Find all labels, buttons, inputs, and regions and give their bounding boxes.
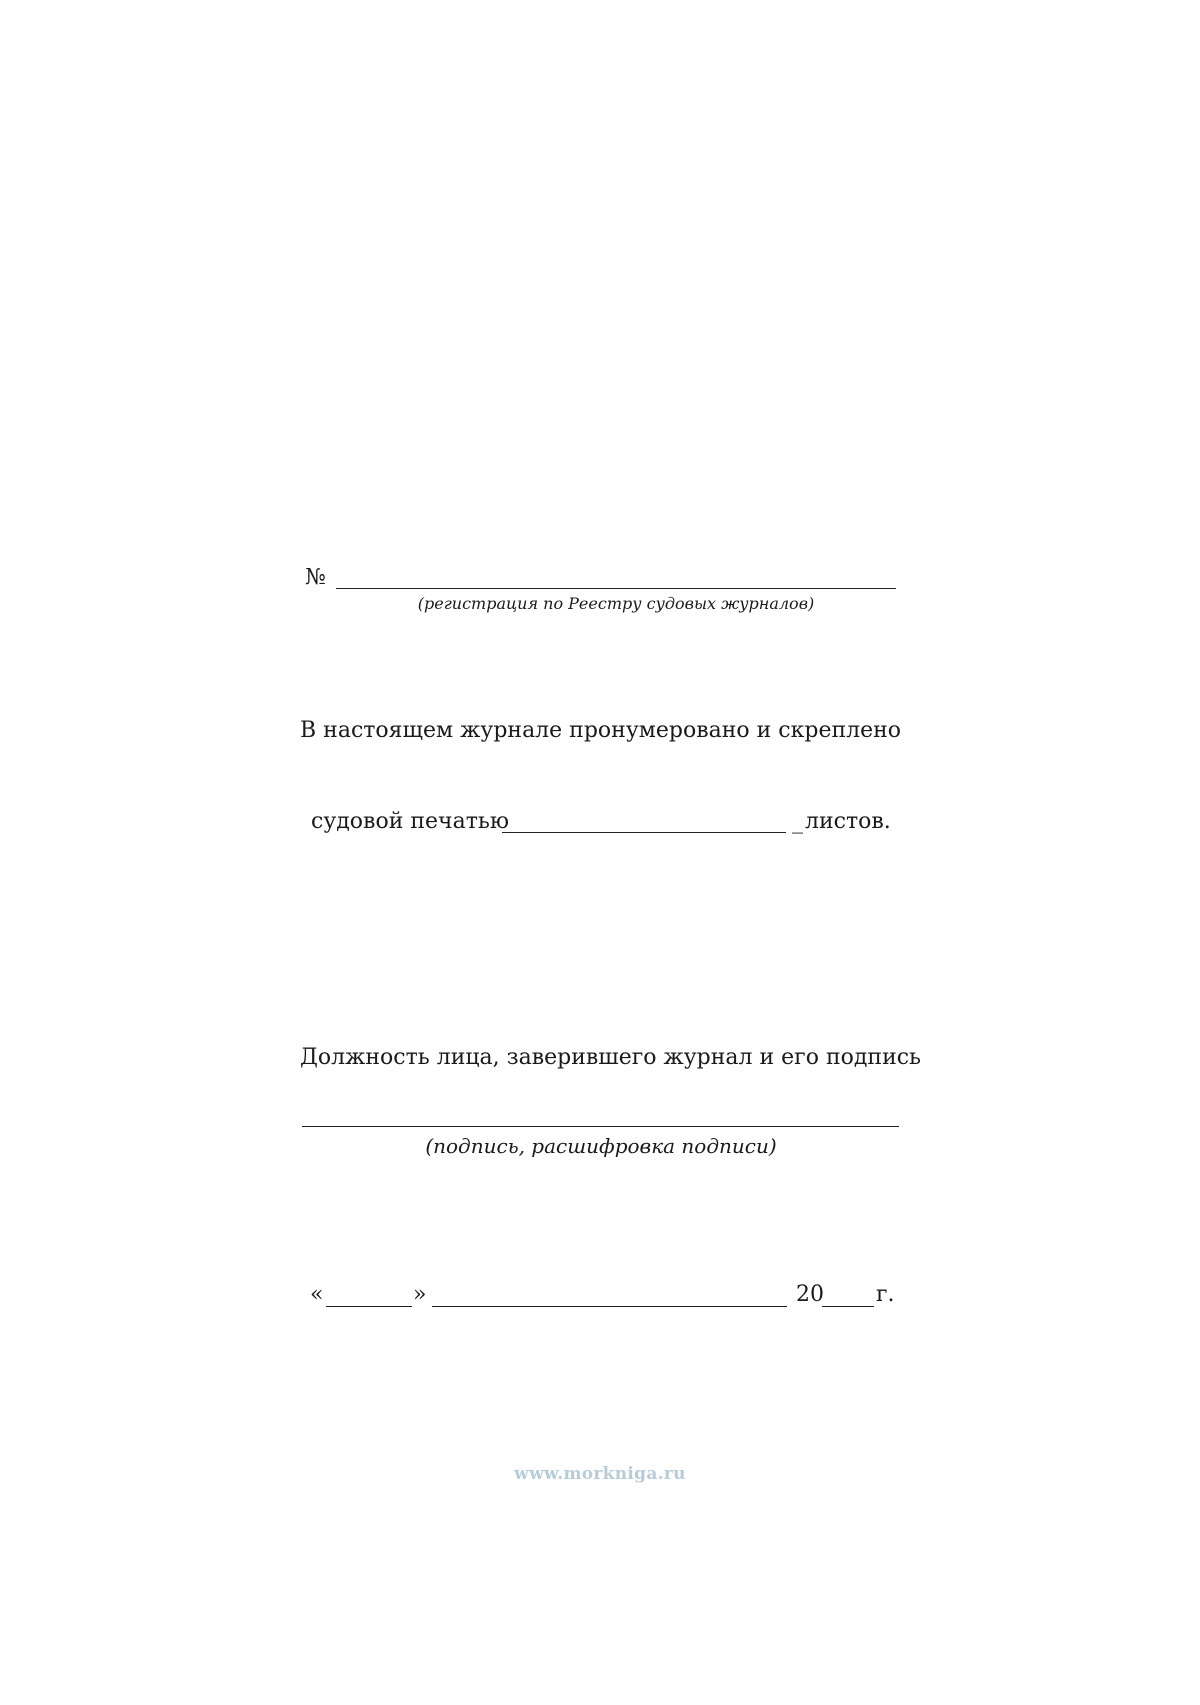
seal-label: судовой печатью xyxy=(311,809,509,834)
date-month-blank[interactable] xyxy=(432,1306,787,1307)
certification-text: В настоящем журнале пронумеровано и скреплено xyxy=(300,718,902,743)
date-open-quote: « xyxy=(310,1282,324,1307)
watermark: www.morkniga.ru xyxy=(514,1464,686,1484)
sheets-dash: _ xyxy=(792,809,803,834)
signature-caption: (подпись, расшифровка подписи) xyxy=(425,1134,777,1158)
date-day-blank[interactable] xyxy=(326,1306,412,1307)
date-year-suffix: г. xyxy=(876,1282,895,1307)
number-sign: № xyxy=(305,565,326,590)
registration-number-blank[interactable] xyxy=(336,588,896,589)
registration-caption: (регистрация по Реестру судовых журналов) xyxy=(417,594,815,613)
sheets-count-blank[interactable] xyxy=(502,832,786,833)
sheets-suffix: листов. xyxy=(805,809,891,834)
signature-blank[interactable] xyxy=(302,1126,899,1127)
date-year-blank[interactable] xyxy=(822,1306,874,1307)
date-close-quote: » xyxy=(413,1282,427,1307)
signer-heading: Должность лица, заверившего журнал и его подпись xyxy=(300,1045,922,1070)
date-year-prefix: 20 xyxy=(796,1282,824,1307)
